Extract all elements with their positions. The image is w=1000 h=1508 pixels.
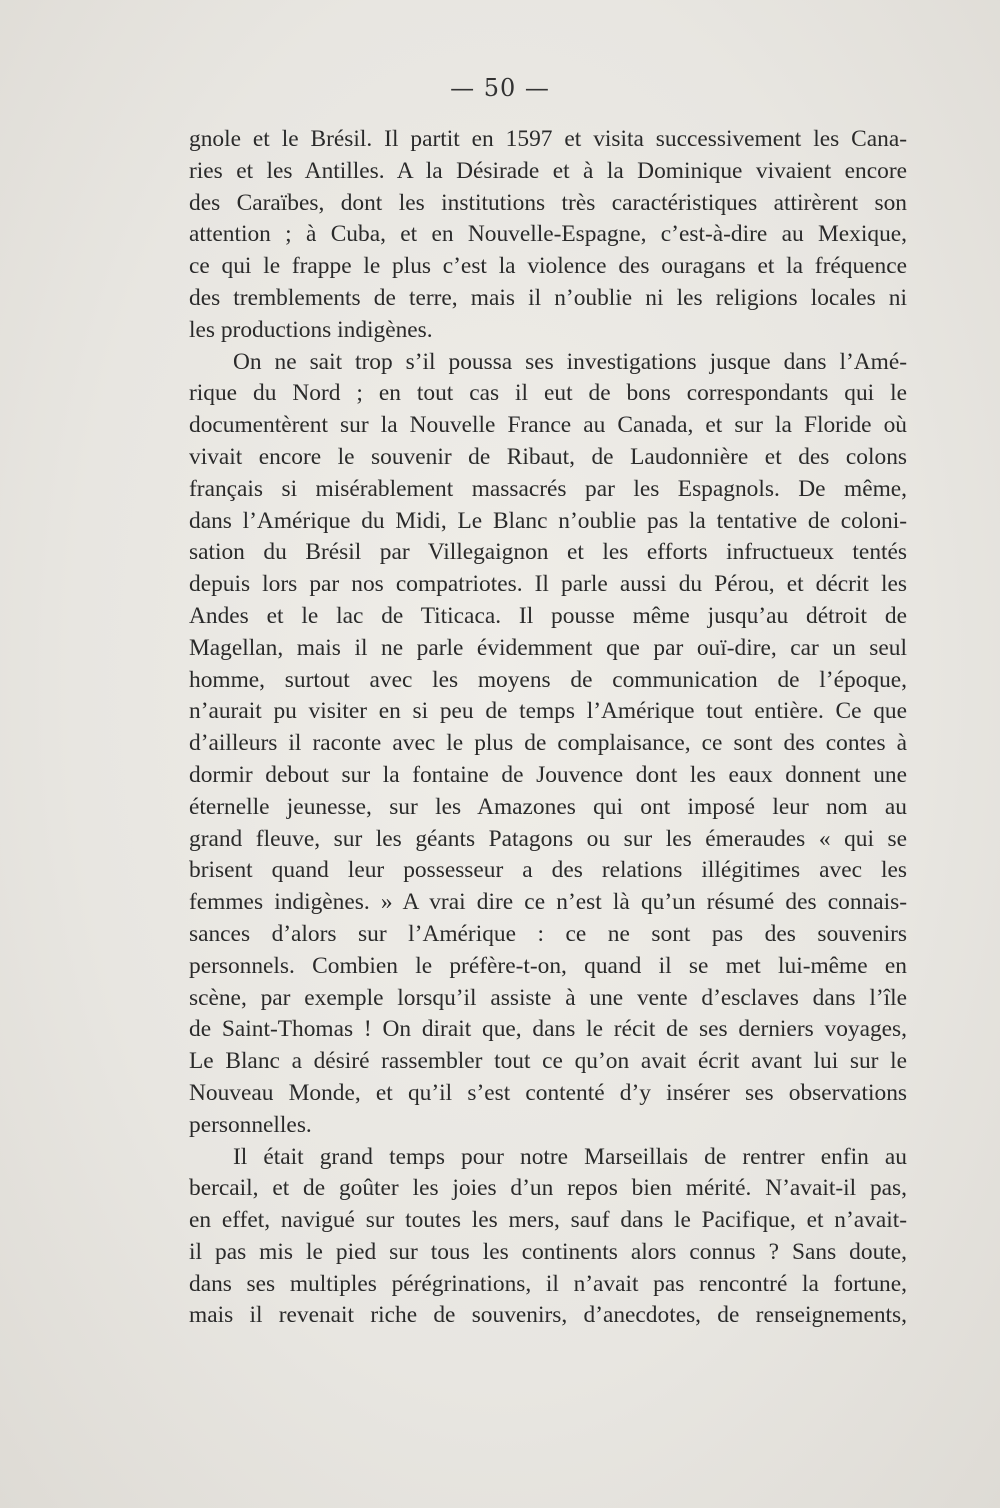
text-line: rique du Nord ; en tout cas il eut de bons correspondants qui le bbox=[189, 380, 907, 407]
text-line: Nouveau Monde, et qu’il s’est contenté d’y insérer ses observations bbox=[189, 1079, 907, 1106]
text-line: personnelles. bbox=[189, 1111, 312, 1138]
body-text bbox=[189, 124, 907, 1332]
text-line: mais il revenait riche de souvenirs, d’anecdotes, de renseignements, bbox=[189, 1302, 907, 1329]
paragraph bbox=[189, 124, 907, 347]
text-line: Le Blanc a désiré rassembler tout ce qu’on avait écrit avant lui sur le bbox=[189, 1048, 907, 1075]
text-line: ries et les Antilles. A la Désirade et à la Dominique vivaient encore bbox=[189, 157, 907, 184]
text-line: grand fleuve, sur les géants Patagons ou sur les émeraudes « qui se bbox=[189, 825, 907, 852]
text-line: homme, surtout avec les moyens de communication de l’époque, bbox=[189, 666, 907, 693]
text-line: français si misérablement massacrés par les Espagnols. De même, bbox=[189, 475, 907, 502]
text-line: sation du Brésil par Villegaignon et les efforts infructueux tentés bbox=[189, 539, 907, 566]
text-line: dans l’Amérique du Midi, Le Blanc n’oublie pas la tentative de coloni- bbox=[189, 507, 907, 534]
text-line: il pas mis le pied sur tous les continents alors connus ? Sans doute, bbox=[189, 1238, 907, 1265]
text-line: documentèrent sur la Nouvelle France au Canada, et sur la Floride où bbox=[189, 412, 907, 439]
text-line: sances d’alors sur l’Amérique : ce ne sont pas des souvenirs bbox=[189, 920, 907, 947]
text-line: scène, par exemple lorsqu’il assiste à une vente d’esclaves dans l’île bbox=[189, 984, 907, 1011]
text-line: dormir debout sur la fontaine de Jouvence dont les eaux donnent une bbox=[189, 761, 907, 788]
text-line: On ne sait trop s’il poussa ses investigations jusque dans l’Amé- bbox=[233, 348, 907, 375]
text-line: de Saint-Thomas ! On dirait que, dans le récit de ses derniers voyages, bbox=[189, 1016, 907, 1043]
text-line: brisent quand leur possesseur a des relations illégitimes avec les bbox=[189, 857, 907, 884]
text-line: d’ailleurs il raconte avec le plus de complaisance, ce sont des contes à bbox=[189, 730, 907, 757]
text-line: n’aurait pu visiter en si peu de temps l’Amérique tout entière. Ce que bbox=[189, 698, 907, 725]
text-line: en effet, navigué sur toutes les mers, sauf dans le Pacifique, et n’avait- bbox=[189, 1207, 907, 1234]
text-line: bercail, et de goûter les joies d’un repos bien mérité. N’avait-il pas, bbox=[189, 1175, 907, 1202]
text-line: Magellan, mais il ne parle évidemment que par ouï-dire, car un seul bbox=[189, 634, 907, 661]
text-line: éternelle jeunesse, sur les Amazones qui ont imposé leur nom au bbox=[189, 793, 907, 820]
paragraph bbox=[189, 347, 907, 1142]
text-line: femmes indigènes. » A vrai dire ce n’est là qu’un résumé des connais- bbox=[189, 889, 907, 916]
text-line: gnole et le Brésil. Il partit en 1597 et visita successivement les Cana- bbox=[189, 126, 907, 152]
text-line: Andes et le lac de Titicaca. Il pousse même jusqu’au détroit de bbox=[189, 602, 907, 629]
text-line: Il était grand temps pour notre Marseillais de rentrer enfin au bbox=[233, 1143, 907, 1170]
text-line: personnels. Combien le préfère-t-on, quand il se met lui-même en bbox=[189, 952, 907, 979]
text-line: des Caraïbes, dont les institutions très caractéristiques attirèrent son bbox=[189, 189, 907, 216]
text-line: vivait encore le souvenir de Ribaut, de Laudonnière et des colons bbox=[189, 443, 907, 470]
text-line: des tremblements de terre, mais il n’oublie ni les religions locales ni bbox=[189, 284, 907, 311]
text-line: depuis lors par nos compatriotes. Il parle aussi du Pérou, et décrit les bbox=[189, 571, 907, 598]
text-line: attention ; à Cuba, et en Nouvelle-Espagne, c’est-à-dire au Mexique, bbox=[189, 221, 907, 248]
text-line: ce qui le frappe le plus c’est la violence des ouragans et la fréquence bbox=[189, 253, 907, 280]
paragraph bbox=[189, 1142, 907, 1333]
page-number: — 50 — bbox=[450, 74, 550, 102]
text-line: dans ses multiples pérégrinations, il n’avait pas rencontré la fortune, bbox=[189, 1270, 907, 1297]
text-line: les productions indigènes. bbox=[189, 316, 433, 343]
